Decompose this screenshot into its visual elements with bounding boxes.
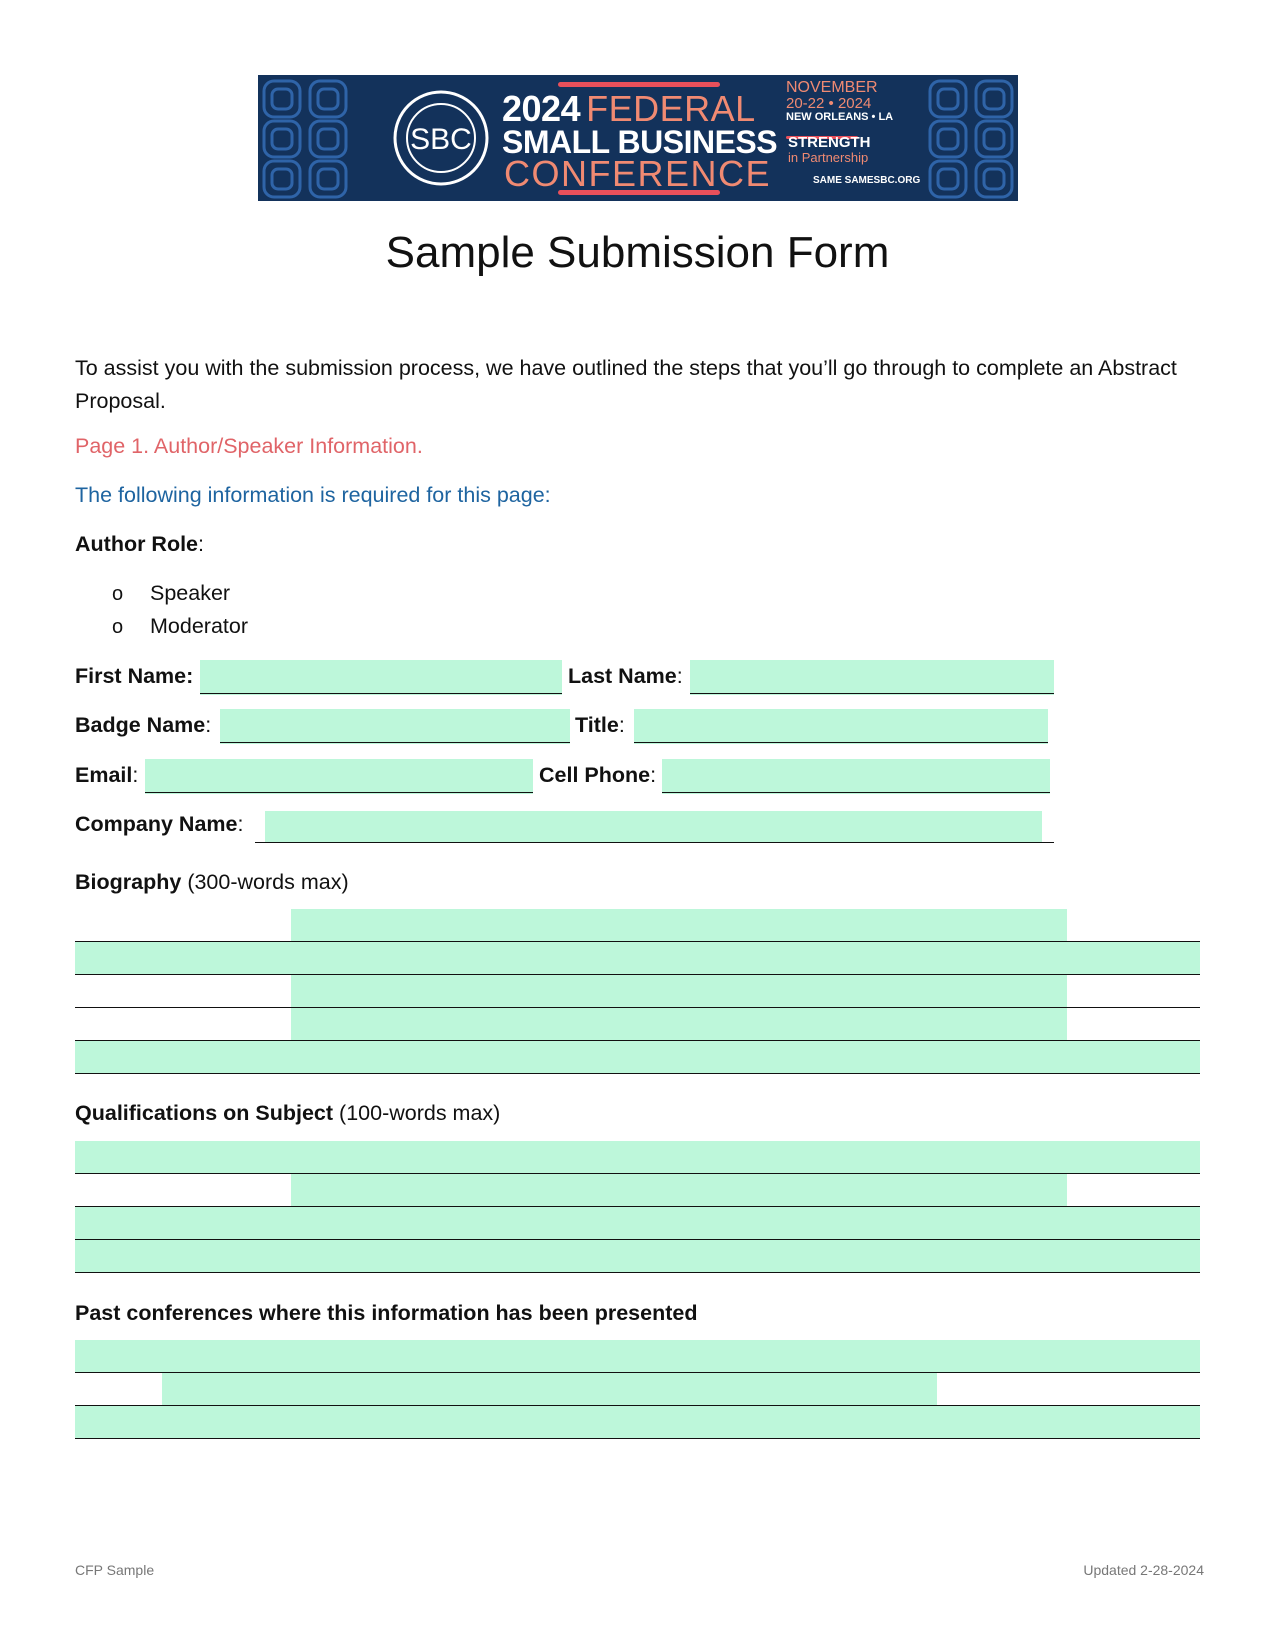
banner-small-business: SMALL BUSINESS	[502, 124, 778, 160]
banner-pattern-right	[918, 75, 1018, 201]
banner-conference: CONFERENCE	[504, 153, 772, 194]
qualifications-line-2-highlight	[291, 1174, 1067, 1207]
footer-left: CFP Sample	[75, 1562, 155, 1578]
email-underline	[145, 792, 533, 793]
cell-phone-underline	[662, 792, 1050, 793]
author-role-label-text: Author Role	[75, 532, 199, 556]
title-label-text: Title	[575, 713, 619, 737]
first-name-label-text: First Name:	[75, 664, 194, 688]
footer-right: Updated 2-28-2024	[1083, 1562, 1204, 1578]
title-field[interactable]	[634, 709, 1048, 744]
last-name-label: Last Name:	[568, 664, 683, 688]
past-conferences-line-1-highlight	[75, 1340, 1200, 1373]
biography-line-1-highlight	[291, 909, 1067, 942]
qualifications-line-4-highlight	[75, 1240, 1200, 1273]
title-label: Title:	[575, 713, 625, 737]
biography-label	[75, 866, 349, 899]
past-conferences-label-text: Past conferences where this information has been presented	[75, 1301, 698, 1325]
banner-tagline-light: in Partnership	[788, 150, 869, 165]
cell-phone-label: Cell Phone:	[539, 763, 657, 787]
badge-name-underline	[220, 742, 570, 743]
company-name-field[interactable]	[265, 811, 1042, 843]
first-name-underline	[200, 693, 562, 694]
intro-paragraph: To assist you with the submission process, we have outlined the steps that you’ll go through to complete an Abstract Proposal.	[75, 356, 1177, 413]
first-name-field[interactable]	[200, 660, 562, 695]
biography-label-text: Biography	[75, 870, 182, 894]
banner-site: SAME SAMESBC.ORG	[813, 175, 921, 186]
qualifications-line-1-highlight	[75, 1141, 1200, 1174]
biography-line-5	[75, 1073, 1200, 1074]
qualifications-line-4	[75, 1272, 1200, 1273]
sbc-seal-logo	[391, 88, 491, 188]
email-label: Email:	[75, 763, 139, 787]
past-conferences-line-3-highlight	[75, 1406, 1200, 1439]
biography-line-5-highlight	[75, 1041, 1200, 1074]
qualifications-label	[75, 1097, 500, 1130]
email-field[interactable]	[145, 759, 533, 794]
company-name-underline	[255, 842, 1054, 843]
banner-federal: FEDERAL	[586, 88, 756, 129]
cell-phone-label-text: Cell Phone	[539, 763, 651, 787]
qualifications-line-3-highlight	[75, 1207, 1200, 1240]
banner-bar-top	[558, 82, 720, 87]
page-heading: Page 1. Author/Speaker Information.	[75, 434, 423, 458]
author-role-label: Author Role:	[75, 532, 205, 556]
biography-line-4-highlight	[291, 1008, 1067, 1041]
company-name-label-text: Company Name	[75, 812, 238, 836]
required-info-text: The following information is required for this page:	[75, 483, 551, 507]
past-conferences-label	[75, 1297, 697, 1330]
banner-pattern-left	[258, 75, 358, 201]
qualifications-note: (100-words max)	[339, 1101, 501, 1125]
page-title: Sample Submission Form	[385, 228, 890, 277]
cell-phone-field[interactable]	[662, 759, 1050, 794]
radio-moderator-icon[interactable]: o	[112, 616, 124, 638]
qualifications-label-text: Qualifications on Subject	[75, 1101, 334, 1125]
badge-name-label-text: Badge Name	[75, 713, 206, 737]
title-underline	[634, 742, 1048, 743]
biography-note: (300-words max)	[187, 870, 349, 894]
option-speaker: Speaker	[150, 581, 231, 605]
first-name-label	[75, 660, 193, 693]
badge-name-field[interactable]	[220, 709, 570, 744]
option-moderator: Moderator	[150, 614, 248, 638]
biography-line-2-highlight	[75, 942, 1200, 975]
biography-line-3-highlight	[291, 975, 1067, 1008]
banner-month: NOVEMBER	[786, 79, 878, 96]
banner-tagline-bold: STRENGTH	[788, 134, 871, 151]
past-conferences-line-2-highlight	[162, 1373, 937, 1406]
last-name-label-text: Last Name	[568, 664, 677, 688]
banner-year: 2024	[502, 88, 581, 129]
banner-city: NEW ORLEANS • LA	[786, 111, 894, 123]
email-label-text: Email	[75, 763, 133, 787]
radio-speaker-icon[interactable]: o	[112, 583, 124, 605]
last-name-underline	[690, 693, 1054, 694]
seal-initials: SBC	[410, 123, 472, 156]
company-name-label: Company Name:	[75, 812, 244, 836]
past-conferences-line-3	[75, 1438, 1200, 1439]
banner-line-1	[502, 88, 756, 129]
badge-name-label: Badge Name:	[75, 713, 212, 737]
last-name-field[interactable]	[690, 660, 1054, 695]
conference-banner	[258, 75, 1018, 201]
banner-dates: 20-22 • 2024	[786, 95, 872, 112]
